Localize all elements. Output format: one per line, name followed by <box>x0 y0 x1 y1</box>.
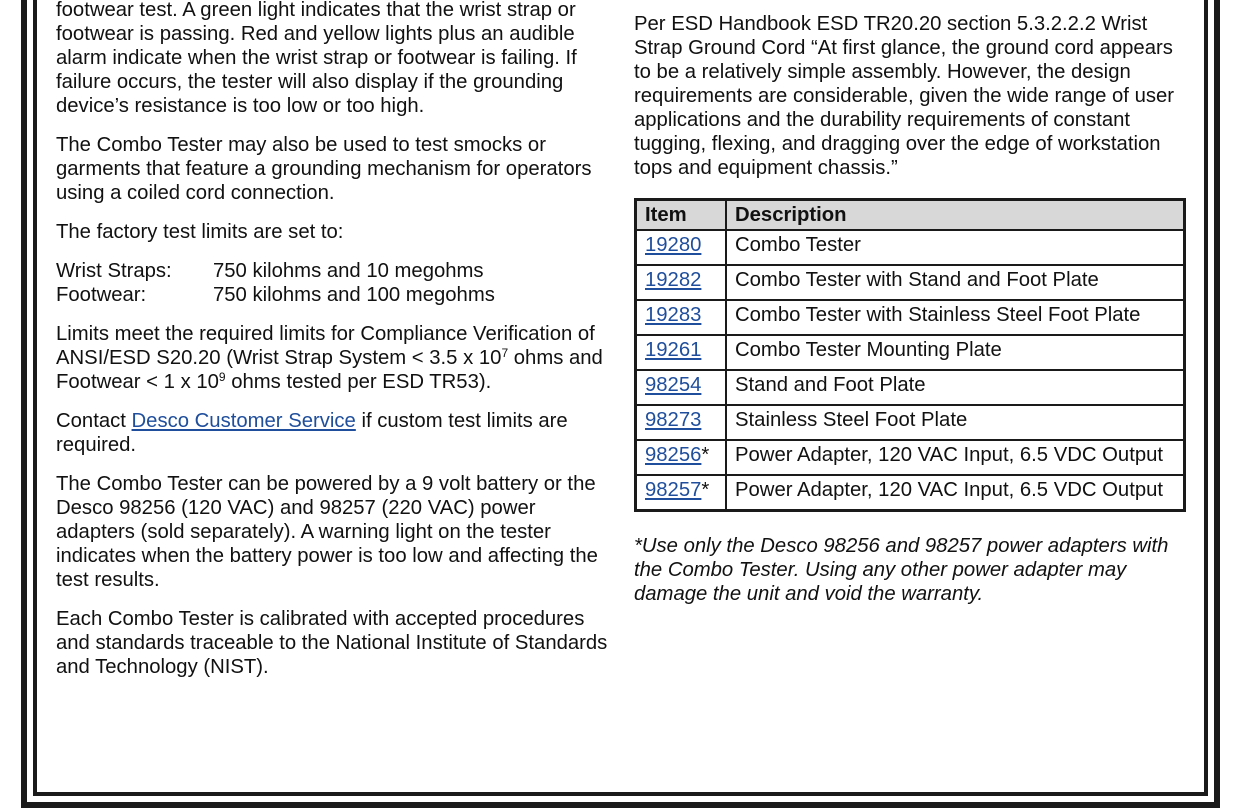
table-row <box>636 405 1185 440</box>
item-link[interactable]: 19283 <box>645 304 702 326</box>
item-link[interactable]: 19282 <box>645 269 702 291</box>
paragraph-smocks: The Combo Tester may also be used to test smocks or garments that feature a grounding mechanism for operators using a coiled cord connection. <box>56 134 592 204</box>
description-cell: Power Adapter, 120 VAC Input, 6.5 VDC Output <box>726 475 1185 511</box>
paragraph-compliance <box>56 322 612 394</box>
limit-value: 750 kilohms and 10 megohms <box>213 260 484 282</box>
table-row <box>636 335 1185 370</box>
table-row <box>636 475 1185 511</box>
item-link[interactable]: 98273 <box>645 409 702 431</box>
paragraph-calibration: Each Combo Tester is calibrated with accepted procedures and standards traceable to the National Institute of Standards and Technology (NIST). <box>56 608 608 678</box>
description-cell: Combo Tester with Stainless Steel Foot Plate <box>726 300 1185 335</box>
item-cell <box>636 370 727 405</box>
paragraph-power: The Combo Tester can be powered by a 9 volt battery or the Desco 98256 (120 VAC) and 98257 (220 VAC) power adapters (sold separately). A warning light on the tester indicates when the battery power is too low and affecting the test results. <box>56 473 598 591</box>
limit-label: Footwear: <box>56 284 147 306</box>
compliance-text-b: ohms and Footwear < 1 x 10 <box>56 347 603 393</box>
table-row <box>636 265 1185 300</box>
product-table <box>634 198 1186 512</box>
left-column <box>56 0 612 694</box>
item-link[interactable]: 98256 <box>645 444 702 466</box>
table-row <box>636 370 1185 405</box>
item-cell <box>636 335 727 370</box>
paragraph-test-limits-intro: The factory test limits are set to: <box>56 221 344 243</box>
column-header-item: Item <box>636 200 727 231</box>
description-cell: Stainless Steel Foot Plate <box>726 405 1185 440</box>
item-link[interactable]: 19261 <box>645 339 702 361</box>
limit-value: 750 kilohms and 100 megohms <box>213 284 495 306</box>
item-link[interactable]: 19280 <box>645 234 702 256</box>
right-column <box>634 12 1194 621</box>
table-header-row <box>636 200 1185 231</box>
limit-label: Wrist Straps: <box>56 260 172 282</box>
contact-text-b: if custom test limits are required. <box>56 410 568 456</box>
compliance-text-c: ohms tested per ESD TR53). <box>225 371 492 393</box>
table-row <box>636 300 1185 335</box>
limit-row-footwear <box>56 283 612 307</box>
table-row <box>636 440 1185 475</box>
item-suffix: * <box>701 444 710 466</box>
item-cell <box>636 300 727 335</box>
item-link[interactable]: 98254 <box>645 374 702 396</box>
column-header-description: Description <box>726 200 1185 231</box>
contact-text-a: Contact <box>56 410 132 432</box>
item-suffix: * <box>701 479 710 501</box>
limit-row-wrist-straps <box>56 259 612 283</box>
item-cell <box>636 405 727 440</box>
table-row <box>636 230 1185 265</box>
item-link[interactable]: 98257 <box>645 479 702 501</box>
paragraph-handbook-quote: Per ESD Handbook ESD TR20.20 section 5.3.2.2.2 Wrist Strap Ground Cord “At first glance, the ground cord appears to be a relatively simple assembly. However, the design requirements are considerable, given the wide range of user applications and the durability requirements of constant tugging, flexing, and dragging over the edge of workstation tops and equipment chassis.” <box>634 13 1175 179</box>
item-cell <box>636 265 727 300</box>
description-cell: Stand and Foot Plate <box>726 370 1185 405</box>
paragraph-tester-lights: footwear test. A green light indicates that the wrist strap or footwear is passing. Red and yellow lights plus an audible alarm indicate when the wrist strap or footwear is failing. If failure occurs, the tester will also display if the grounding device’s resistance is too low or too high. <box>56 0 577 117</box>
test-limits-list <box>56 259 612 307</box>
power-adapter-note: *Use only the Desco 98256 and 98257 power adapters with the Combo Tester. Using any other power adapter may damage the unit and void the warranty. <box>634 535 1169 605</box>
exponent-9: 9 <box>218 370 226 384</box>
description-cell: Combo Tester with Stand and Foot Plate <box>726 265 1185 300</box>
compliance-text-a: Limits meet the required limits for Compliance Verification of ANSI/ESD S20.20 (Wrist Strap System < 3.5 x 10 <box>56 323 595 369</box>
description-cell: Combo Tester <box>726 230 1185 265</box>
paragraph-contact <box>56 409 612 457</box>
exponent-7: 7 <box>501 346 509 360</box>
description-cell: Combo Tester Mounting Plate <box>726 335 1185 370</box>
item-cell <box>636 440 727 475</box>
description-cell: Power Adapter, 120 VAC Input, 6.5 VDC Output <box>726 440 1185 475</box>
item-cell <box>636 475 727 511</box>
item-cell <box>636 230 727 265</box>
customer-service-link[interactable]: Desco Customer Service <box>131 410 356 432</box>
